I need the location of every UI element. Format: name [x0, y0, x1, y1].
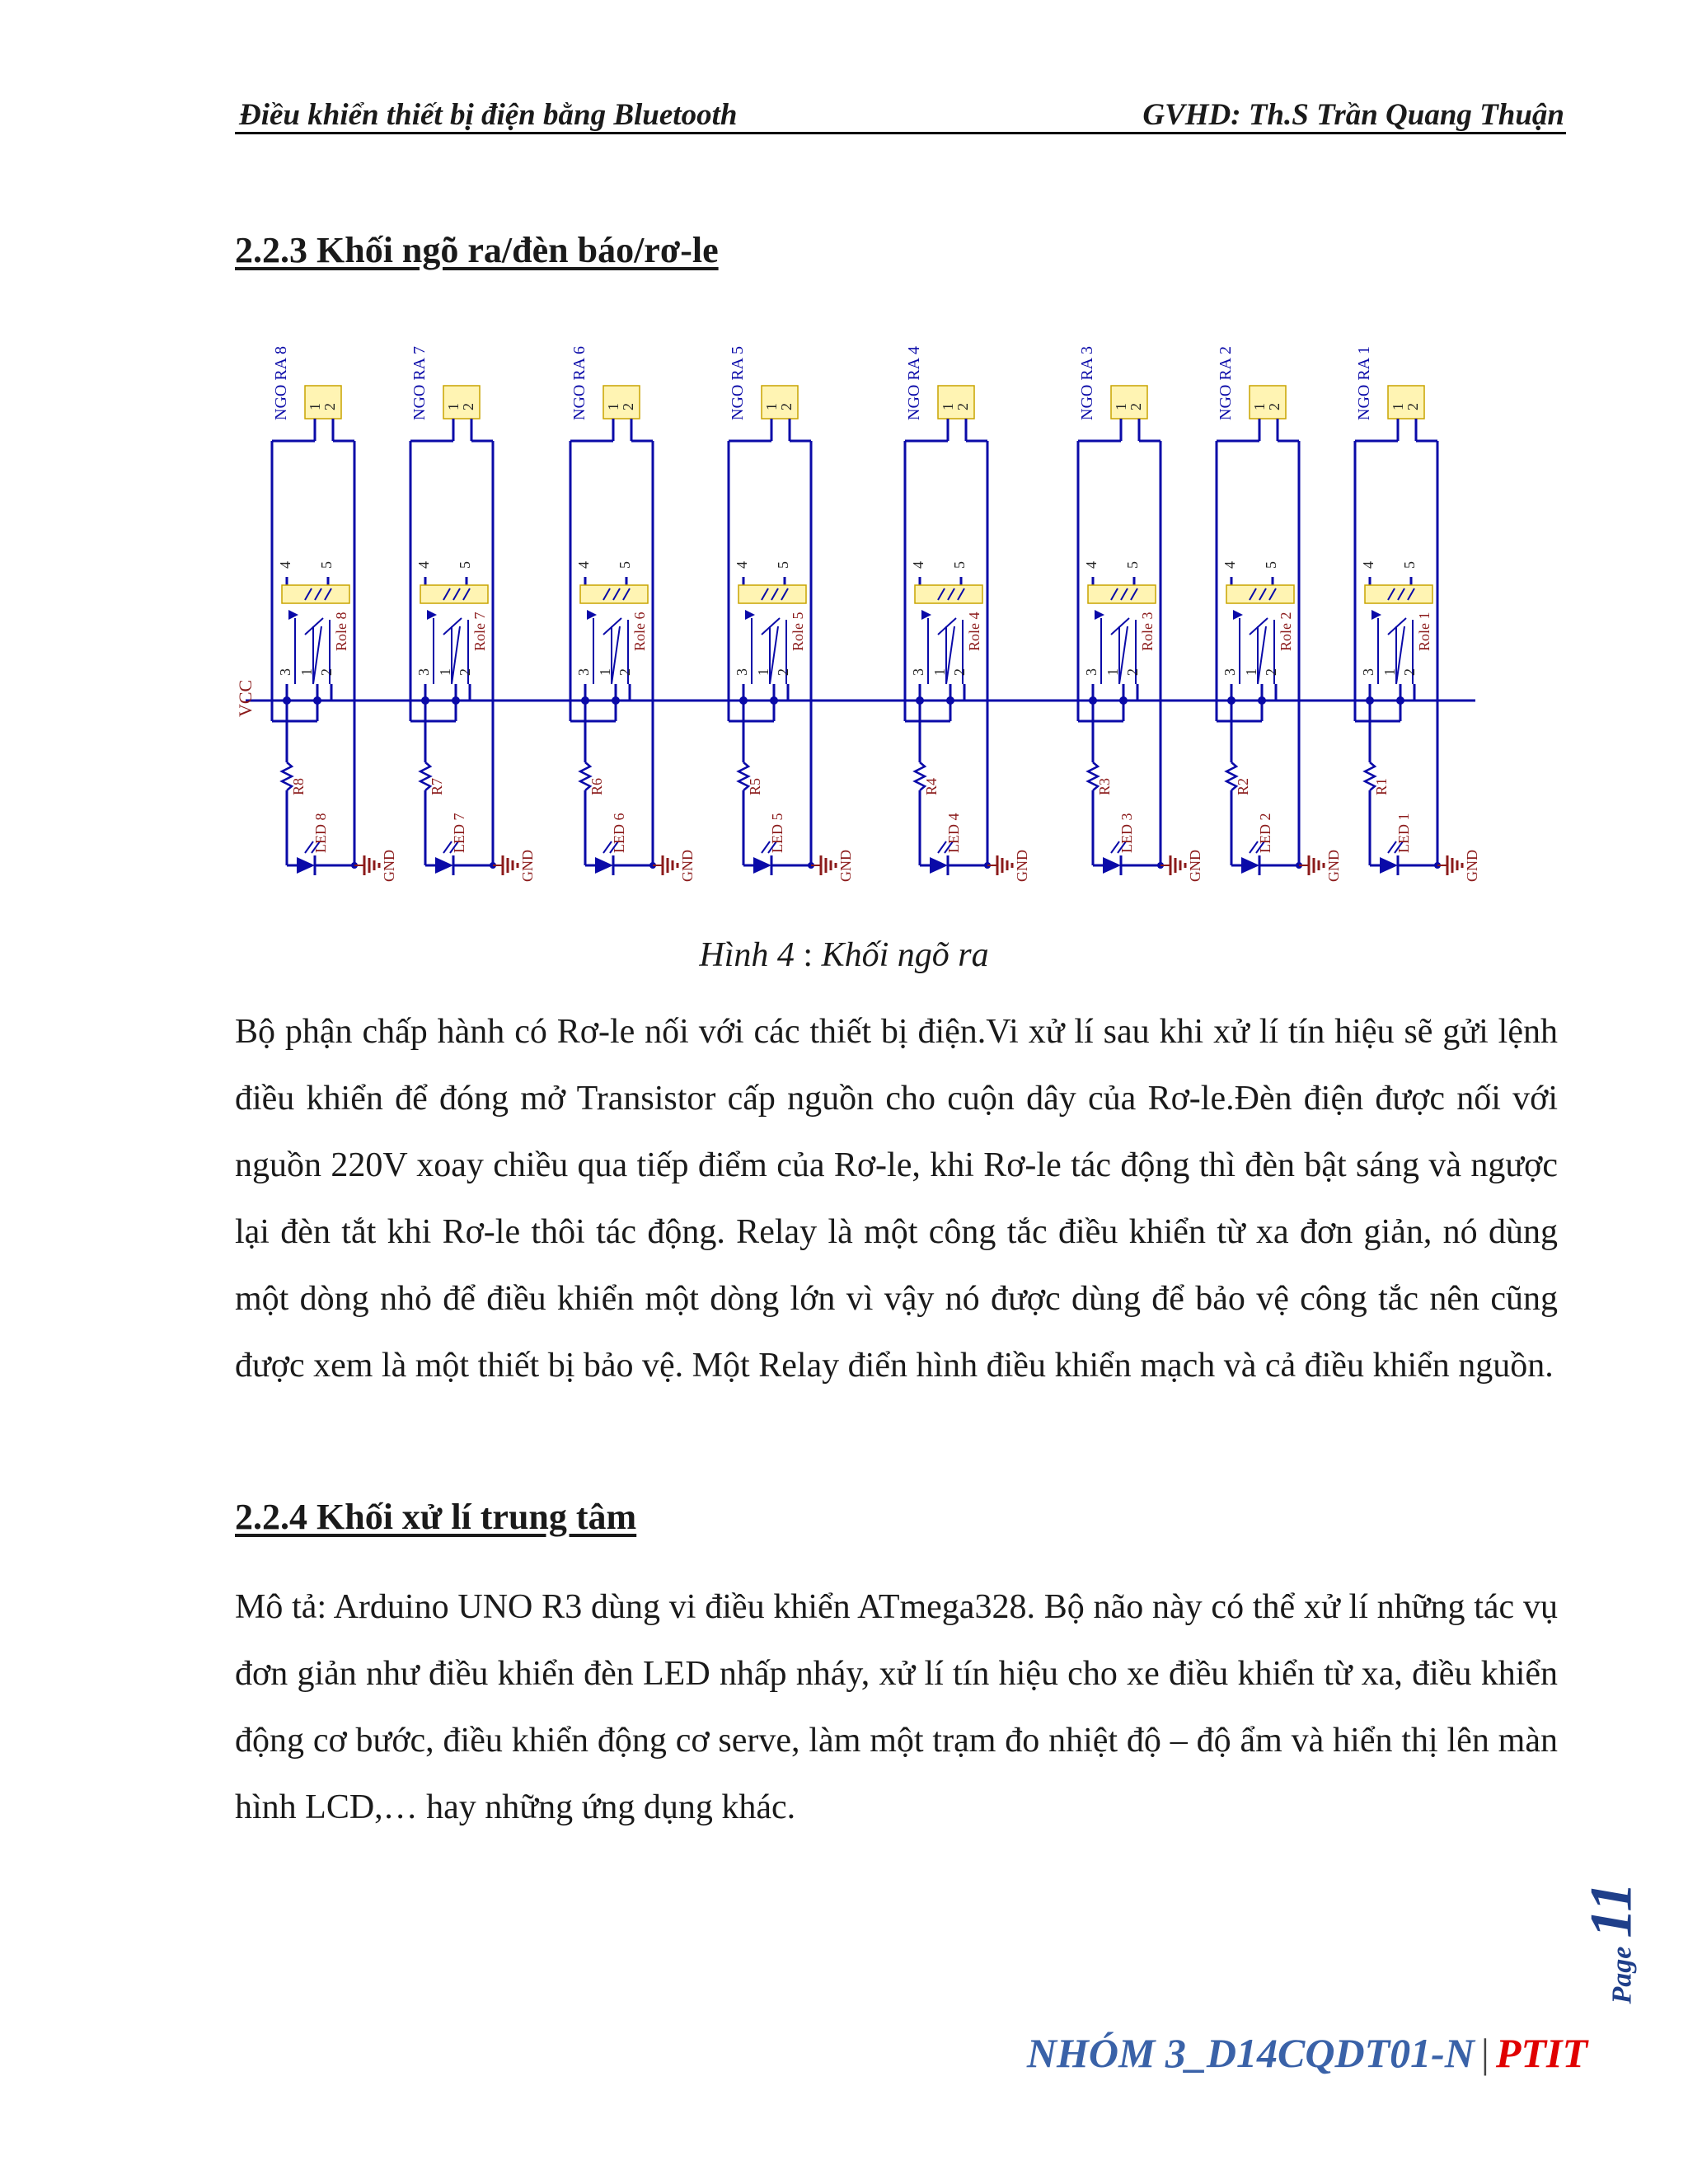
- led-symbol: [753, 857, 771, 874]
- led-label: LED 1: [1395, 813, 1412, 853]
- junction-dot: [1258, 696, 1266, 705]
- channel-4: [905, 346, 1030, 882]
- ground-label: GND: [837, 850, 854, 882]
- relay-pin-4: 4: [1360, 561, 1376, 569]
- led-label: LED 3: [1118, 813, 1135, 853]
- output-connector: [1111, 386, 1147, 419]
- output-label: NGO RA 6: [570, 345, 588, 420]
- output-label: NGO RA 4: [905, 345, 923, 420]
- relay-coil: [738, 585, 806, 603]
- resistor-label: R1: [1373, 777, 1390, 795]
- output-label: NGO RA 1: [1355, 345, 1373, 420]
- ground-label: GND: [1187, 850, 1203, 882]
- output-connector: [762, 386, 798, 419]
- page-label: Page: [1606, 1946, 1638, 2004]
- resistor-label: R8: [290, 777, 307, 795]
- footer: [1027, 2029, 1587, 2077]
- vcc-label: VCC: [235, 679, 256, 717]
- relay-contact-arrow: [1095, 610, 1104, 620]
- led-label: LED 5: [769, 813, 785, 853]
- output-label: NGO RA 7: [410, 345, 429, 420]
- header-title: Điều khiển thiết bị điện bằng Bluetooth: [239, 98, 738, 132]
- relay-pin-3: 3: [1221, 668, 1238, 676]
- connector-pin-2: 2: [1404, 403, 1421, 410]
- relay-pin-5: 5: [1263, 561, 1279, 569]
- connector-pin-2: 2: [778, 403, 795, 410]
- figure-caption-separator: :: [794, 936, 822, 974]
- relay-pin-2: 2: [617, 668, 633, 676]
- relay-contact-arrow: [1372, 610, 1381, 620]
- footer-group: NHÓM 3_D14CQDT01-N: [1026, 2030, 1475, 2076]
- ground-label: GND: [519, 850, 536, 882]
- connector-pin-2: 2: [460, 403, 476, 410]
- relay-coil: [282, 585, 349, 603]
- relay-pin-1: 1: [437, 668, 453, 676]
- led-label: LED 2: [1257, 813, 1273, 853]
- relay-pin-4: 4: [575, 561, 592, 569]
- connector-pin-2: 2: [954, 403, 971, 410]
- relay-pin-3: 3: [1360, 668, 1376, 676]
- relay-label: Role 4: [966, 612, 982, 651]
- relay-pin-5: 5: [1124, 561, 1141, 569]
- footer-separator: |: [1480, 2030, 1489, 2076]
- junction-dot: [1396, 696, 1404, 705]
- junction-dot: [452, 696, 460, 705]
- relay-pin-1: 1: [931, 668, 948, 676]
- figure-caption-prefix: Hình 4: [699, 936, 795, 974]
- relay-pin-4: 4: [415, 561, 432, 569]
- connector-pin-2: 2: [1128, 403, 1144, 410]
- relay-pin-5: 5: [951, 561, 968, 569]
- relay-pin-1: 1: [1381, 668, 1398, 676]
- relay-pin-3: 3: [277, 668, 293, 676]
- relay-pin-1: 1: [1243, 668, 1259, 676]
- relay-pin-2: 2: [1401, 668, 1418, 676]
- ground-label: GND: [1325, 850, 1342, 882]
- output-label: NGO RA 5: [729, 345, 747, 420]
- connector-pin-2: 2: [620, 403, 636, 410]
- junction-dot: [313, 696, 321, 705]
- relay-pin-3: 3: [910, 668, 926, 676]
- relay-pin-2: 2: [1263, 668, 1279, 676]
- relay-contact-arrow: [587, 610, 597, 620]
- led-symbol: [435, 857, 453, 874]
- resistor-label: R2: [1235, 777, 1251, 795]
- resistor-label: R6: [588, 777, 605, 795]
- relay-label: Role 8: [333, 612, 349, 651]
- relay-pin-5: 5: [775, 561, 791, 569]
- relay-pin-5: 5: [1401, 561, 1418, 569]
- channel-7: [410, 346, 536, 882]
- relay-contact-arrow: [921, 610, 931, 620]
- led-label: LED 7: [451, 813, 467, 853]
- relay-label: Role 2: [1278, 612, 1294, 651]
- connector-pin-1: 1: [307, 403, 323, 410]
- relay-pin-1: 1: [298, 668, 315, 676]
- relay-pin-2: 2: [775, 668, 791, 676]
- relay-pin-4: 4: [910, 561, 926, 569]
- relay-pin-1: 1: [1104, 668, 1121, 676]
- relay-pin-5: 5: [318, 561, 335, 569]
- junction-dot: [770, 696, 778, 705]
- relay-pin-1: 1: [755, 668, 771, 676]
- connector-pin-1: 1: [940, 403, 956, 410]
- output-label: NGO RA 3: [1078, 345, 1096, 420]
- relay-pin-4: 4: [1083, 561, 1100, 569]
- led-symbol: [1241, 857, 1259, 874]
- channel-3: [1078, 346, 1203, 882]
- junction-dot: [612, 696, 620, 705]
- channel-1: [1355, 346, 1480, 882]
- relay-pin-5: 5: [457, 561, 473, 569]
- output-connector: [443, 386, 480, 419]
- relay-coil: [1088, 585, 1156, 603]
- resistor-label: R7: [429, 777, 445, 795]
- relay-pin-3: 3: [575, 668, 592, 676]
- relay-coil: [1226, 585, 1294, 603]
- output-connector: [305, 386, 341, 419]
- relay-label: Role 1: [1416, 612, 1432, 651]
- connector-pin-1: 1: [1251, 403, 1268, 410]
- relay-pin-2: 2: [1124, 668, 1141, 676]
- header-instructor: GVHD: Th.S Trần Quang Thuận: [1142, 98, 1564, 132]
- footer-org: PTIT: [1495, 2030, 1587, 2076]
- ground-label: GND: [679, 850, 696, 882]
- relay-pin-3: 3: [734, 668, 750, 676]
- channel-6: [570, 346, 696, 882]
- connector-pin-1: 1: [1113, 403, 1129, 410]
- output-connector: [1250, 386, 1286, 419]
- relay-contact-arrow: [288, 610, 298, 620]
- relay-pin-3: 3: [415, 668, 432, 676]
- relay-pin-4: 4: [734, 561, 750, 569]
- relay-pin-1: 1: [597, 668, 613, 676]
- relay-label: Role 5: [790, 612, 806, 651]
- connector-pin-1: 1: [605, 403, 621, 410]
- relay-contact-arrow: [1233, 610, 1243, 620]
- resistor-label: R4: [923, 777, 940, 795]
- ground-label: GND: [381, 850, 397, 882]
- led-symbol: [297, 857, 315, 874]
- junction-dot: [1119, 696, 1128, 705]
- junction-dot: [946, 696, 954, 705]
- relay-label: Role 7: [471, 612, 488, 651]
- relay-pin-2: 2: [318, 668, 335, 676]
- channel-8: [272, 346, 397, 882]
- led-symbol: [1380, 857, 1398, 874]
- output-label: NGO RA 2: [1217, 345, 1235, 420]
- relay-pin-2: 2: [457, 668, 473, 676]
- connector-pin-1: 1: [763, 403, 780, 410]
- connector-pin-1: 1: [445, 403, 462, 410]
- header-rule: [235, 132, 1566, 134]
- ground-label: GND: [1014, 850, 1030, 882]
- relay-coil: [915, 585, 982, 603]
- page-number: [1570, 1838, 1644, 2003]
- figure-caption: [0, 935, 1688, 975]
- relay-pin-4: 4: [1221, 561, 1238, 569]
- led-label: LED 6: [611, 813, 627, 853]
- connector-pin-2: 2: [1266, 403, 1282, 410]
- led-symbol: [930, 857, 948, 874]
- resistor-label: R3: [1096, 777, 1113, 795]
- led-symbol: [595, 857, 613, 874]
- relay-contact-arrow: [427, 610, 437, 620]
- output-label: NGO RA 8: [272, 345, 290, 420]
- relay-pin-2: 2: [951, 668, 968, 676]
- channel-5: [729, 346, 854, 882]
- output-connector: [603, 386, 640, 419]
- led-symbol: [1103, 857, 1121, 874]
- relay-coil: [420, 585, 488, 603]
- resistor-label: R5: [747, 777, 763, 795]
- connector-pin-1: 1: [1390, 403, 1406, 410]
- relay-output-schematic: [223, 321, 1541, 915]
- section-heading-central-processing: 2.2.4 Khối xử lí trung tâm: [235, 1497, 637, 1537]
- relay-label: Role 6: [631, 612, 648, 651]
- relay-label: Role 3: [1139, 612, 1156, 651]
- output-connector: [938, 386, 974, 419]
- led-label: LED 8: [312, 813, 329, 853]
- paragraph-relay-description: Bộ phận chấp hành có Rơ-le nối với các thiết bị điện.Vi xử lí sau khi xử lí tín hiệu sẽ gửi lệnh điều khiển để đóng mở Transistor cấp nguồn cho cuộn dây của Rơ-le.Đèn điện được nối với nguồn 220V xoay chiều qua tiếp điểm của Rơ-le, khi Rơ-le tác động thì đèn bật sáng và ngược lại đèn tắt khi Rơ-le thôi tác động. Relay là một công tắc điều khiển từ xa đơn giản, nó dùng một dòng nhỏ để điều khiển một dòng lớn vì vậy nó được dùng để bảo vệ công tắc nên cũng được xem là một thiết bị bảo vệ. Một Relay điển hình điều khiển mạch và cả điều khiển nguồn.: [235, 1013, 1558, 1385]
- ground-label: GND: [1464, 850, 1480, 882]
- relay-pin-3: 3: [1083, 668, 1100, 676]
- connector-pin-2: 2: [321, 403, 338, 410]
- page-number-value: 11: [1578, 1882, 1644, 1938]
- channel-2: [1217, 346, 1342, 882]
- relay-contact-arrow: [745, 610, 755, 620]
- relay-coil: [580, 585, 648, 603]
- relay-pin-4: 4: [277, 561, 293, 569]
- output-connector: [1388, 386, 1424, 419]
- relay-coil: [1365, 585, 1432, 603]
- paragraph-arduino-description: Mô tả: Arduino UNO R3 dùng vi điều khiển ATmega328. Bộ não này có thể xử lí những tác vụ đơn giản như điều khiển đèn LED nhấp nháy, xử lí tín hiệu cho xe điều khiển từ xa, điều khiển động cơ bước, điều khiển động cơ serve, làm một trạm đo nhiệt độ – độ ẩm và hiển thị lên màn hình LCD,… hay những ứng dụng khác.: [235, 1588, 1558, 1826]
- figure-caption-text: Khối ngõ ra: [821, 936, 989, 974]
- section-heading-output-block: 2.2.3 Khối ngõ ra/đèn báo/rơ-le: [235, 230, 719, 270]
- relay-pin-5: 5: [617, 561, 633, 569]
- led-label: LED 4: [945, 813, 962, 853]
